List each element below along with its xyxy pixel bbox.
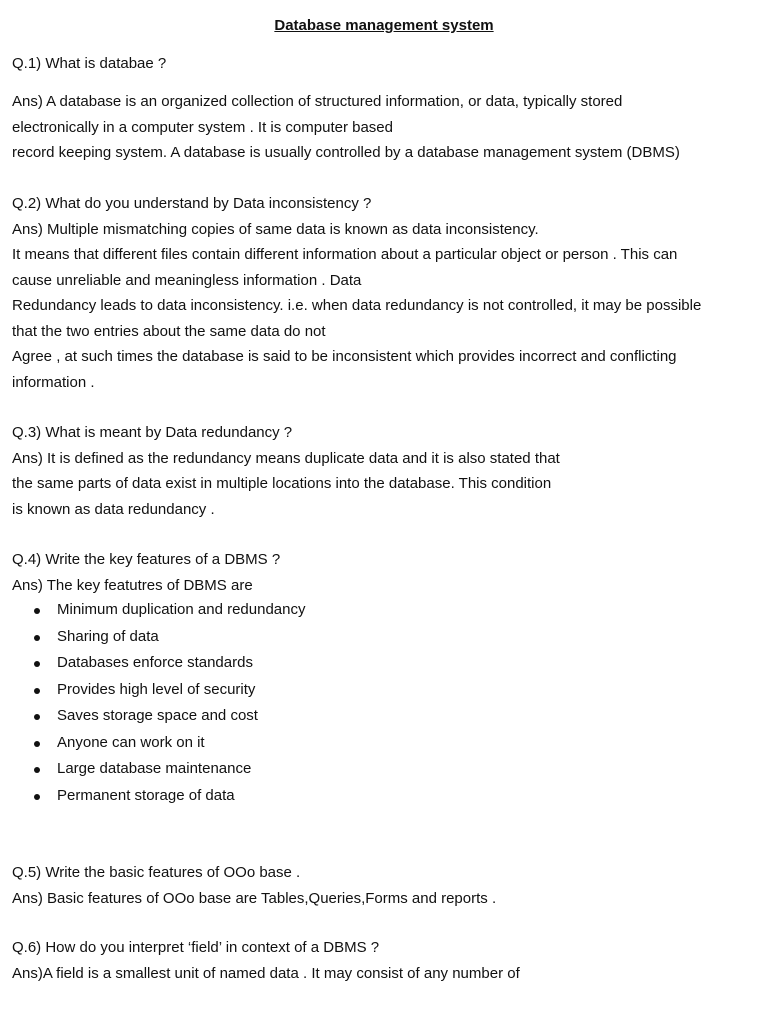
answer-line: Agree , at such times the database is said to be inconsistent which provides incorrect and conflicting [12,348,677,365]
feature-list [12,597,712,809]
q5-question: Q.5) Write the basic features of OOo base . [12,864,301,881]
answer-line: record keeping system. A database is usually controlled by a database management system (DBMS) [12,144,680,161]
q1-section [12,51,756,77]
q3-question: Q.3) What is meant by Data redundancy ? [12,424,293,441]
q6-section [12,935,756,986]
q1-question: Q.1) What is databae ? [12,55,167,72]
answer-line: It means that different files contain different information about a particular object or person . This can [12,246,678,263]
list-item: Anyone can work on it [12,730,712,757]
answer-line: is known as data redundancy . [12,500,215,518]
answer-line: Ans) A database is an organized collection of structured information, or data, typically stored [12,93,623,110]
q6-question: Q.6) How do you interpret ‘field’ in context of a DBMS ? [12,939,380,956]
answer-line: Ans) It is defined as the redundancy means duplicate data and it is also stated that [12,449,560,467]
q4-intro: Ans) The key featutres of DBMS are [12,576,253,594]
list-item: Minimum duplication and redundancy [12,597,712,624]
q3-section [12,420,756,522]
answer-line: cause unreliable and meaningless information . Data [12,271,362,289]
answer-line: that the two entries about the same data do not [12,322,326,340]
list-item: Large database maintenance [12,756,712,783]
q2-question: Q.2) What do you understand by Data inconsistency ? [12,195,372,212]
answer-line: Redundancy leads to data inconsistency. i.e. when data redundancy is not controlled, it may be possible [12,297,702,314]
list-item: Permanent storage of data [12,783,712,810]
list-item: Saves storage space and cost [12,703,712,730]
q4-section [12,547,756,598]
answer-line: information . [12,373,95,391]
q2-section [12,191,756,395]
list-item: Sharing of data [12,624,712,651]
q6-answer: Ans)A field is a smallest unit of named data . It may consist of any number of [12,964,520,982]
list-item: Databases enforce standards [12,650,712,677]
q4-question: Q.4) Write the key features of a DBMS ? [12,551,281,568]
document-title: Database management system [274,17,494,34]
answer-line: electronically in a computer system . It is computer based [12,118,393,136]
q5-section [12,860,756,911]
q5-answer: Ans) Basic features of OOo base are Tables,Queries,Forms and reports . [12,889,497,907]
q1-answer [12,89,756,166]
answer-line: Ans) Multiple mismatching copies of same data is known as data inconsistency. [12,220,539,238]
answer-line: the same parts of data exist in multiple locations into the database. This condition [12,475,552,492]
list-item: Provides high level of security [12,677,712,704]
